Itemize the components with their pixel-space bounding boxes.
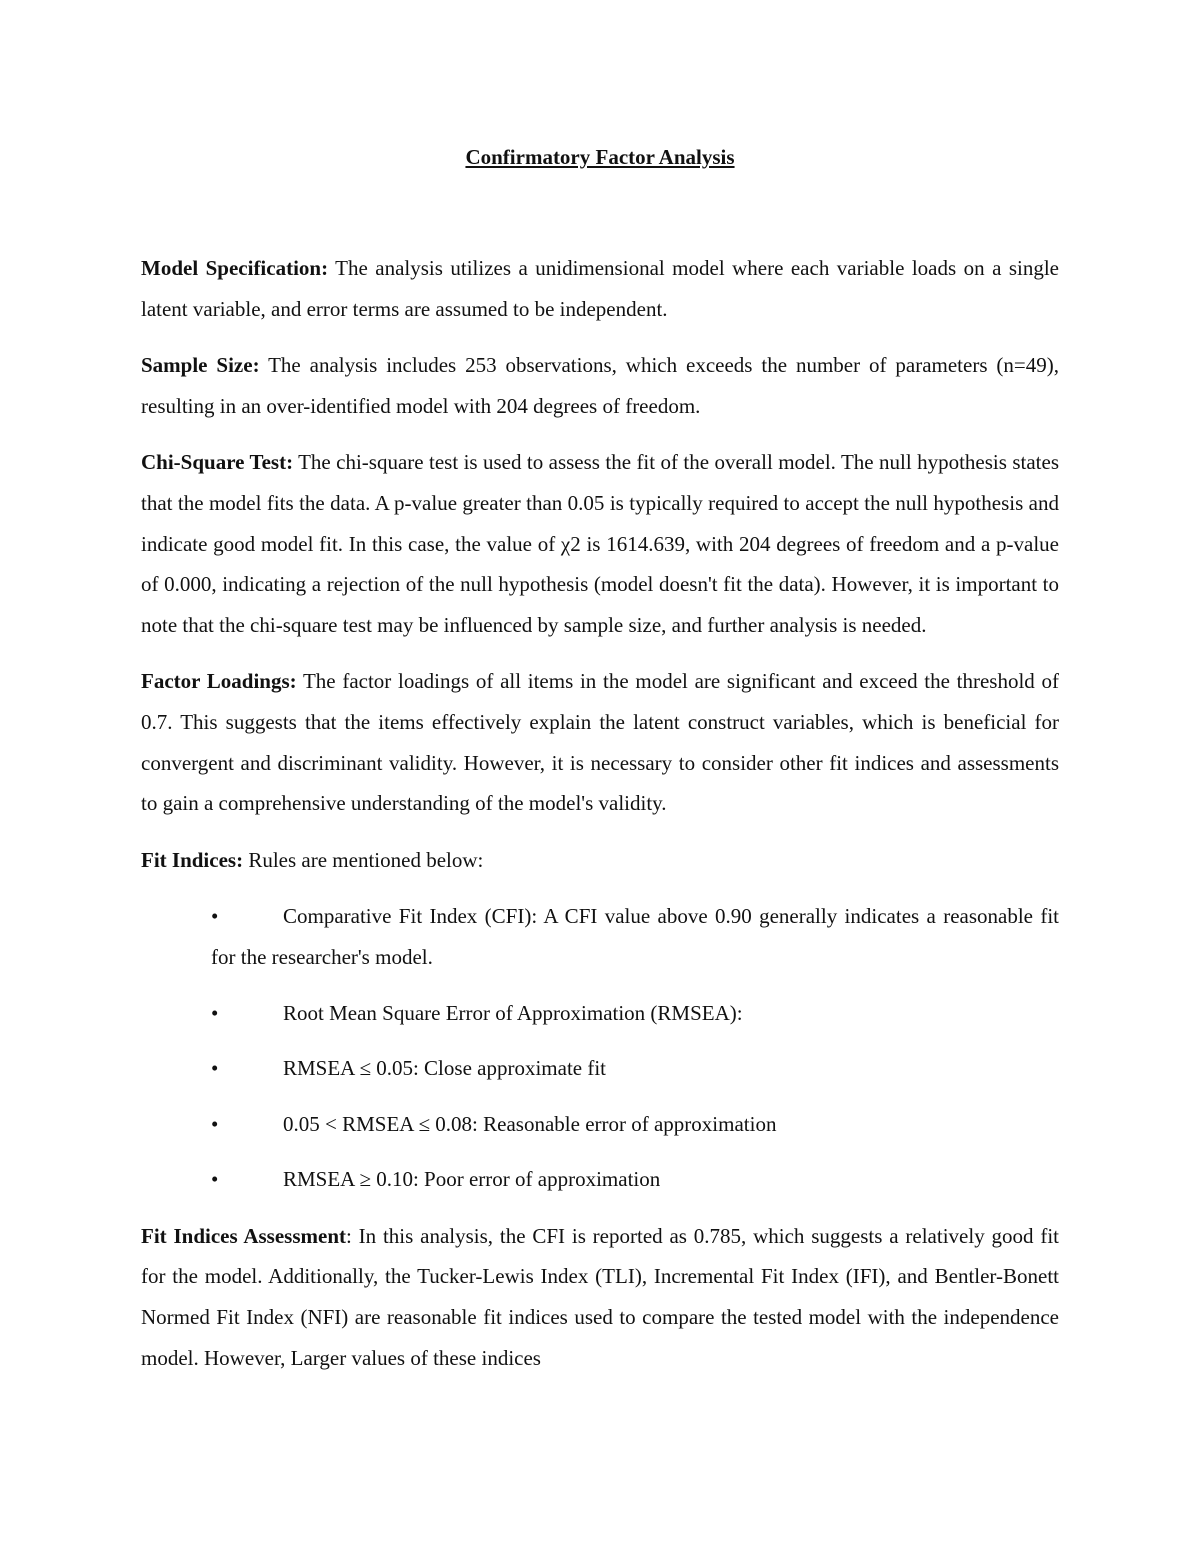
section-fit-indices-assessment [141, 1216, 1059, 1378]
document-body [141, 248, 1059, 1394]
list-item-text: Root Mean Square Error of Approximation (RMSEA): [283, 1000, 743, 1025]
section-fit-indices [141, 840, 1059, 881]
document-title: Confirmatory Factor Analysis [465, 145, 735, 169]
bullet-marker: • [211, 1167, 219, 1192]
section-chi-square-test [141, 442, 1059, 645]
bullet-marker: • [211, 1000, 219, 1025]
section-text: The chi-square test is used to assess the fit of the overall model. The null hypothesis states that the model fits the data. A p-value greater than 0.05 is typically required to accept the null hypothesis and indicate good model fit. In this case, the value of χ2 is 1614.639, with 204 degrees of freedom and a p-value of 0.000, indicating a rejection of the null hypothesis (model doesn't fit the data). However, it is important to note that the chi-square test may be influenced by sample size, and further analysis is needed. [141, 450, 1059, 637]
bullet-marker: • [211, 1111, 219, 1136]
document-page [141, 0, 1059, 1553]
list-item-text: Comparative Fit Index (CFI): A CFI value above 0.90 generally indicates a reasonable fit for the researcher's model. [211, 904, 1059, 969]
section-text: : In this analysis, the CFI is reported as 0.785, which suggests a relatively good fit for the model. Additionally, the Tucker-Lewis Index (TLI), Incremental Fit Index (IFI), and Bentler-Bonett Normed Fit Index (NFI) are reasonable fit indices used to compare the tested model with the independence model. However, Larger values of these indices [141, 1223, 1060, 1370]
section-text: The factor loadings of all items in the model are significant and exceed the threshold of 0.7. This suggests that the items effectively explain the latent construct variables, which is beneficial for convergent and discriminant validity. However, it is necessary to consider other fit indices and assessments to gain a comprehensive understanding of the model's validity. [141, 669, 1059, 816]
section-sample-size [141, 345, 1059, 426]
section-heading: Factor Loadings: [141, 669, 297, 694]
section-model-specification [141, 248, 1059, 329]
section-heading: Model Specification: [141, 256, 329, 280]
fit-rules-list [141, 896, 1059, 1200]
list-item-text: RMSEA ≤ 0.05: Close approximate fit [283, 1056, 607, 1081]
section-text: The analysis utilizes a unidimensional model where each variable loads on a single latent variable, and error terms are assumed to be independent. [141, 256, 1059, 321]
list-item [141, 993, 1059, 1034]
bullet-marker: • [211, 904, 219, 929]
section-heading: Fit Indices Assessment [141, 1223, 346, 1248]
list-item-text: 0.05 < RMSEA ≤ 0.08: Reasonable error of approximation [283, 1111, 777, 1136]
section-heading: Chi-Square Test: [141, 450, 294, 475]
list-item-text: RMSEA ≥ 0.10: Poor error of approximation [283, 1167, 661, 1192]
section-heading: Fit Indices: [141, 847, 244, 872]
list-item [141, 1104, 1059, 1145]
list-item [141, 1159, 1059, 1200]
section-text: Rules are mentioned below: [243, 847, 484, 872]
list-item [141, 1048, 1059, 1089]
list-item [141, 896, 1059, 977]
section-heading: Sample Size: [141, 353, 260, 378]
section-factor-loadings [141, 661, 1059, 823]
bullet-marker: • [211, 1056, 219, 1081]
section-text: The analysis includes 253 observations, which exceeds the number of parameters (n=49), resulting in an over-identified model with 204 degrees of freedom. [141, 353, 1059, 418]
